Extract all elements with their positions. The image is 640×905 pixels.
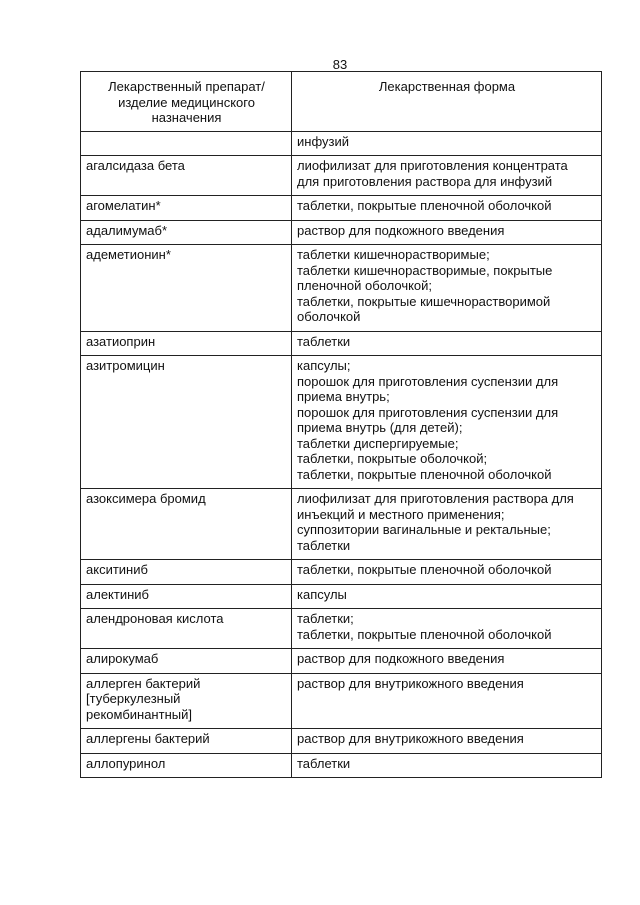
table-row [81, 356, 602, 489]
header-drug [81, 72, 292, 132]
cell-line: агалсидаза бета [86, 158, 185, 173]
cell-line: таблетки [297, 537, 351, 553]
cell-line: таблетки [297, 755, 351, 771]
cell-line: таблетки; [297, 611, 354, 626]
table-row [81, 131, 602, 156]
header-form [292, 72, 602, 132]
table-row [81, 245, 602, 332]
cell-line [86, 134, 287, 150]
cell-line: инъекций и местного применения; [297, 506, 505, 522]
drug-table [80, 71, 602, 778]
cell-line: порошок для приготовления суспензии для [297, 404, 559, 420]
cell-line: акситиниб [86, 562, 148, 577]
cell-line: алирокумаб [86, 651, 159, 666]
cell-line: раствор для внутрикожного введения [297, 675, 524, 691]
cell-line: приема внутрь; [297, 389, 390, 404]
dosage-form-cell [292, 131, 602, 156]
cell-line: агомелатин* [86, 198, 161, 213]
cell-line: суппозитории вагинальные и ректальные; [297, 522, 551, 537]
cell-line: рекомбинантный] [86, 706, 192, 722]
drug-name-cell [81, 673, 292, 729]
dosage-form-cell [292, 729, 602, 754]
cell-line: лиофилизат для приготовления концентрата [297, 158, 568, 173]
cell-line: алектиниб [86, 586, 149, 602]
cell-line: приема внутрь (для детей); [297, 420, 463, 435]
table-row [81, 753, 602, 778]
dosage-form-cell [292, 649, 602, 674]
drug-name-cell [81, 649, 292, 674]
cell-line: раствор для подкожного введения [297, 651, 505, 666]
table-row [81, 489, 602, 560]
drug-name-cell [81, 584, 292, 609]
dosage-form-cell [292, 489, 602, 560]
cell-line: аллергены бактерий [86, 731, 210, 746]
page-number: 83 [332, 57, 348, 72]
table-row [81, 331, 602, 356]
cell-line: порошок для приготовления суспензии для [297, 373, 559, 389]
dosage-form-cell [292, 331, 602, 356]
table-row [81, 609, 602, 649]
cell-line: капсулы [297, 586, 347, 602]
drug-name-cell [81, 220, 292, 245]
dosage-form-cell [292, 156, 602, 196]
dosage-form-cell [292, 196, 602, 221]
cell-line: изделие медицинского [118, 94, 255, 110]
drug-name-cell [81, 609, 292, 649]
cell-line: назначения [151, 110, 222, 125]
cell-line: таблетки, покрытые кишечнорастворимой [297, 293, 551, 309]
table-row [81, 220, 602, 245]
drug-name-cell [81, 729, 292, 754]
drug-name-cell [81, 196, 292, 221]
cell-line: лиофилизат для приготовления раствора для [297, 491, 574, 506]
cell-line: аллопуринол [86, 755, 166, 771]
cell-line: таблетки, покрытые пленочной оболочкой [297, 562, 552, 577]
table-row [81, 584, 602, 609]
drug-name-cell [81, 560, 292, 585]
dosage-form-cell [292, 609, 602, 649]
drug-name-cell [81, 331, 292, 356]
drug-name-cell [81, 156, 292, 196]
table-row [81, 196, 602, 221]
cell-line: Лекарственный препарат/ [108, 79, 265, 94]
cell-line: аллерген бактерий [86, 675, 201, 691]
cell-line: таблетки, покрытые пленочной оболочкой [297, 466, 552, 482]
cell-line: оболочкой [297, 309, 361, 324]
cell-line: таблетки [297, 333, 351, 349]
cell-line: таблетки, покрытые пленочной оболочкой [297, 198, 552, 213]
cell-line: алендроновая кислота [86, 611, 224, 626]
cell-line: капсулы; [297, 358, 351, 373]
drug-name-cell [81, 489, 292, 560]
dosage-form-cell [292, 753, 602, 778]
table-row [81, 156, 602, 196]
cell-line: таблетки кишечнорастворимые; [297, 247, 490, 262]
cell-line: азитромицин [86, 358, 165, 373]
cell-line: таблетки, покрытые оболочкой; [297, 451, 488, 466]
dosage-form-cell [292, 220, 602, 245]
table-row [81, 729, 602, 754]
cell-line: таблетки кишечнорастворимые, покрытые [297, 262, 553, 278]
cell-line: пленочной оболочкой; [297, 278, 433, 293]
table-header-row [81, 72, 602, 132]
cell-line: таблетки, покрытые пленочной оболочкой [297, 626, 552, 642]
cell-line: для приготовления раствора для инфузий [297, 173, 553, 189]
dosage-form-cell [292, 673, 602, 729]
cell-line: адалимумаб* [86, 222, 168, 238]
cell-line: раствор для подкожного введения [297, 222, 505, 238]
cell-line: раствор для внутрикожного введения [297, 731, 524, 746]
drug-name-cell [81, 131, 292, 156]
drug-name-cell [81, 245, 292, 332]
dosage-form-cell [292, 560, 602, 585]
dosage-form-cell [292, 245, 602, 332]
table-row [81, 560, 602, 585]
dosage-form-cell [292, 584, 602, 609]
table-row [81, 649, 602, 674]
dosage-form-cell [292, 356, 602, 489]
table-row [81, 673, 602, 729]
cell-line: азоксимера бромид [86, 491, 206, 506]
cell-line: адеметионин* [86, 247, 171, 262]
cell-line: таблетки диспергируемые; [297, 435, 459, 451]
cell-line: инфузий [297, 133, 349, 149]
cell-line: Лекарственная форма [378, 79, 516, 94]
cell-line: азатиоприн [86, 333, 156, 349]
cell-line: [туберкулезный [86, 691, 181, 706]
drug-name-cell [81, 753, 292, 778]
drug-name-cell [81, 356, 292, 489]
